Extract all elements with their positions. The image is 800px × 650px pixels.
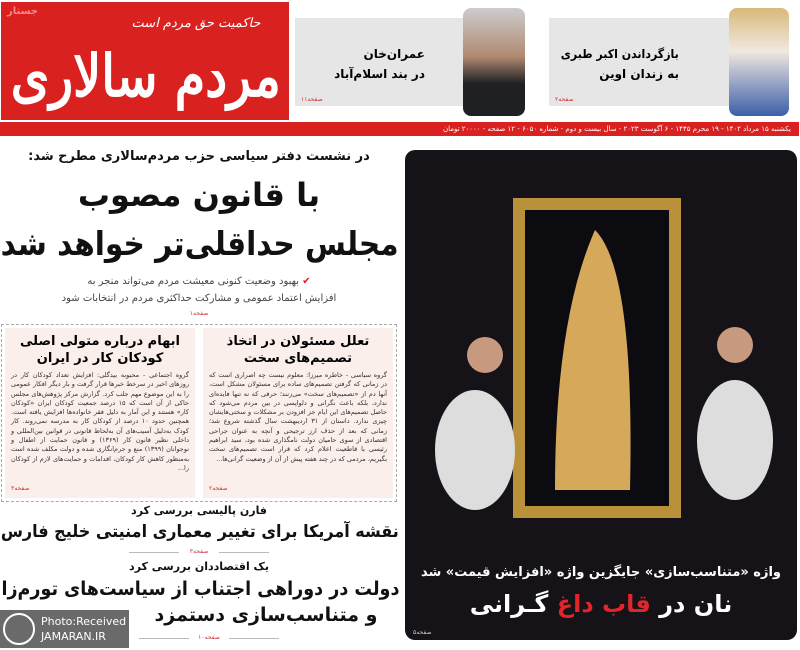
teaser-title: بازگرداندن اکبر طبری [562,47,680,61]
page-ref: صفحه۳ [180,548,220,556]
imran-khan-photo [464,8,526,116]
page-ref: صفحه۳ [12,485,31,492]
page-ref: صفحه۱۱ [302,96,324,103]
lead-headline-1[interactable]: با قانون مصوب [78,176,322,214]
feature-bread[interactable] [406,150,798,640]
story-headline-1[interactable]: دولت در دوراهی اجتناب از سیاست‌های تورم‌زا [2,578,400,600]
teaser-imran-khan[interactable] [296,18,516,106]
box-title: ابهام درباره متولی اصلی کودکان کار در ایران [21,334,181,366]
teaser-subtitle: در بند اسلام‌آباد [335,67,426,81]
tabari-photo [730,8,790,116]
masthead [2,2,290,120]
page-ref: صفحه۱۰ [190,634,230,642]
page-ref: صفحه۲ [210,485,229,492]
box-body: گروه اجتماعی - محبوبه بیدگلی: افزایش تعداد کودکان کار در روزهای اخیر در سرخط خبرها قرار گرفت و بار دیگر افکار عمومی را به این موضوع مهم جلب کرد. گزارش مرکز پژوهش‌های مجلس حاکی از آن است که ۱۵ درصد جمعیت کودکان ایران «کودکان کار» هستند و این آمار به دلیل فقر خانواده‌ها افزایش یافته است. همچنین حدود ۱۰ درصد از کودکان کار به مدرسه نمی‌روند. کار کودک به‌دلیل آسیب‌های آن به‌لحاظ قانونی در قوانین بین‌المللی و داخلی نظیر قانون کار (۱۳۶۹) و قانون حمایت از اطفال و نوجوانان (۱۳۹۹) منع و جرم‌انگاری شده و دولت مکلف شده است به‌منظور کاهش کار کودکان، اقدامات و حمایت‌های لازم از کودکان را... [12,371,190,472]
feature-kicker: واژه «متناسب‌سازی» جایگزین واژه «افزایش قیمت» شد [421,565,782,580]
story-headline[interactable]: نقشه آمریکا برای تغییر معماری امنیتی خلیج فارس [2,522,400,542]
story-kicker: فارن پالیسی بررسی کرد [132,504,268,517]
page-ref: صفحه۲ [556,96,575,103]
story-kicker: یک اقتصاددان بررسی کرد [130,560,270,573]
page-ref: صفحه۱ [190,310,210,317]
box-body: گروه سیاسی - خاطره میرزا: معلوم نیست چه اصراری است که در زمانی که گرفتن تصمیم‌های ساده برای مسئولان مشکل است، آنها دم از «تصمیم‌های سخت» می‌زنند؛ حرفی که نه تنها فایده‌ای ندارد، بلکه باعث نگرانی و دلواپسی در بین مردم می‌شود که حاصل تصمیم‌های این ایام جز افزودن بر مشکلات و سختی‌هایشان چیزی ندارد. داستان از ۳۱ اردیبهشت سال گذشته شروع شد؛ زمانی که بعد از حذف ارز ترجیحی و آنچه به عنوان جراحی اقتصادی از سوی حامیان دولت نامگذاری شده بود، سید ابراهیم رئیسی با قاطعیت اعلام کرد که قرار است تصمیم‌های سخت بگیریم، مردمی که در چند هفته پیش از آن از وضعیت گرانی‌ها... [210,371,388,463]
lead-kicker: در نشست دفتر سیاسی حزب مردم‌سالاری مطرح شد: [29,149,371,164]
newspaper-logo: مردم سالاری [12,42,282,110]
lead-headline-2[interactable]: مجلس حداقلی‌تر خواهد شد [2,224,400,263]
story-headline-2[interactable]: و متناسب‌سازی دستمزد [155,604,379,626]
credit-line: Photo:Received [42,615,128,628]
box-title: تعلل مسئولان در اتخاذ تصمیم‌های سخت [227,334,371,366]
photo-credit-watermark [0,610,130,648]
dateline: یکشنبه ۱۵ مرداد ۱۴۰۲ - ۱۹ محرم ۱۴۴۵ - ۶ آگوست ۲۰۲۳ - سال بیست و دوم - شماره ۶۰۵۰ - ۱۲ صفحه - ۲۰۰۰۰ تومان [0,122,800,136]
framed-bread-photo [406,150,798,550]
lead-summary-1: ✔ بهبود وضعیت کنونی معیشت مردم می‌تواند منجر به [88,276,312,287]
teaser-subtitle: به زندان اوین [600,67,680,81]
masthead-tag: جستار [8,6,39,17]
story-box-officials[interactable] [204,328,394,498]
lead-summary-2: افزایش اعتماد عمومی و مشارکت حداکثری مردم در انتخابات شود [62,293,338,304]
jamaran-logo-icon [4,613,36,645]
masthead-slogan: حاکمیت حق مردم است [132,16,262,31]
page-ref: صفحه۵ [414,629,433,636]
teaser-title: عمران‌خان [364,47,426,61]
teaser-tabari[interactable] [550,18,770,106]
check-icon: ✔ [300,276,312,287]
feature-headline: نان در قاب داغ گـرانی [470,590,734,618]
credit-source: JAMARAN.IR [42,630,107,643]
story-box-child-labor[interactable] [6,328,196,498]
